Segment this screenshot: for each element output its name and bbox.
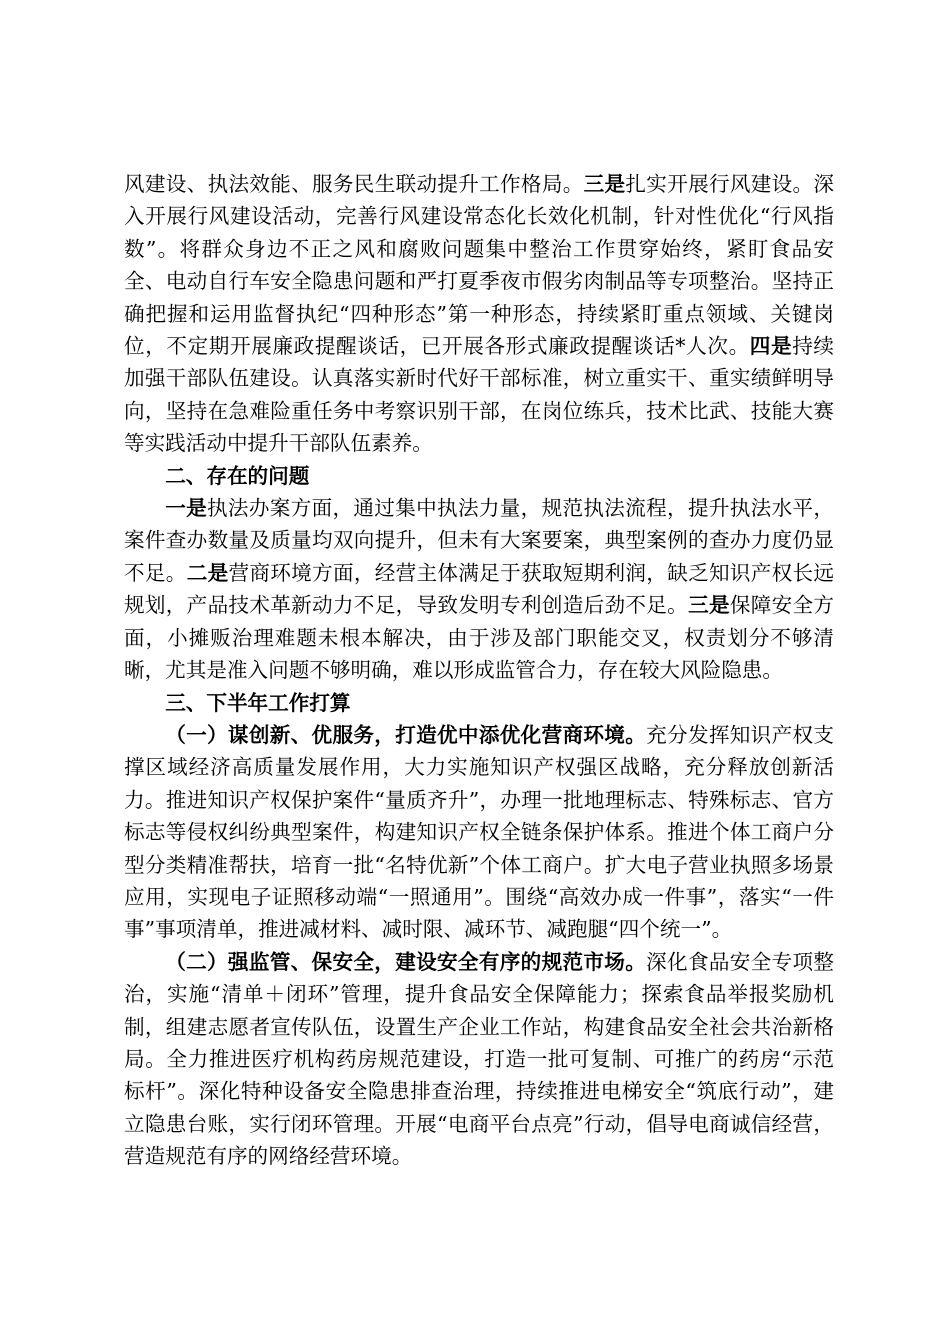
paragraph-market-safety [124,946,834,1173]
emphasis-fourth: 四是 [749,334,793,359]
section-heading-problems: 二、存在的问题 [165,463,310,488]
paragraph-text: 营商环境方面，经营主体满足于获取短期利润，缺乏知识产权长远规划，产品技术革新动力不足，导致发明专利创造后劲不足。 [124,560,835,618]
paragraph-text: 扎实开展行风建设。深入开展行风建设活动，完善行风建设常态化长效化机制，针对性优化“行风指数”。将群众身边不正之风和腐败问题集中整治工作贯穿始终，紧盯食品安全、电动自行车安全隐患问题和严打夏季夜市假劣肉制品等专项整治。坚持正确把握和运用监督执纪“四种形态”第一种形态，持续紧盯重点领域、关键岗位，不定期开展廉政提醒谈话，已开展各形式廉政提醒谈话*人次。 [124,172,835,359]
paragraph-problems [124,492,834,686]
emphasis-third: 三是 [583,172,626,196]
paragraph-text: 风建设、执法效能、服务民生联动提升工作格局。 [124,172,584,196]
paragraph-business-environment [124,719,834,946]
paragraph-text: 充分发挥知识产权支撑区域经济高质量发展作用，大力实施知识产权强区战略，充分释放创新活力。推进知识产权保护案件“量质齐升”，办理一批地理标志、特殊标志、官方标志等侵权纠纷典型案件，构建知识产权全链条保护体系。推进个体工商户分型分类精准帮扶，培育一批“名特优新”个体工商户。扩大电子营业执照多场景应用，实现电子证照移动端“一照通用”。围绕“高效办成一件事”，落实“一件事”事项清单，推进减材料、减时限、减环节、减跑腿“四个统一”。 [124,722,835,942]
paragraph-conduct-and-team [124,168,834,460]
paragraph-text: 持续加强干部队伍建设。认真落实新时代好干部标准，树立重实干、重实绩鲜明导向，坚持在急难险重任务中考察识别干部，在岗位练兵，技术比武、技能大赛等实践活动中提升干部队伍素养。 [124,334,834,456]
subheading-market-safety: （二）强监管、保安全，建设安全有序的规范市场。 [165,949,647,974]
subheading-business-environment: （一）谋创新、优服务，打造优中添优化营商环境。 [165,722,647,747]
paragraph-text: 保障安全方面，小摊贩治理难题未根本解决，由于涉及部门职能交叉，权责划分不够清晰，尤其是准入问题不够明确，难以形成监管合力，存在较大风险隐患。 [124,593,835,683]
document-body [124,168,834,1173]
emphasis-second: 二是 [186,560,229,585]
emphasis-third: 三是 [688,593,730,618]
paragraph-text: 深化食品安全专项整治，实施“清单＋闭环”管理，提升食品安全保障能力；探索食品举报奖励机制，组建志愿者宣传队伍，设置生产企业工作站，构建食品安全社会共治新格局。全力推进医疗机构药房规范建设，打造一批可复制、可推广的药房“示范标杆”。深化特种设备安全隐患排查治理，持续推进电梯安全“筑底行动”，建立隐患台账，实行闭环管理。开展“电商平台点亮”行动，倡导电商诚信经营，营造规范有序的网络经营环境。 [124,949,835,1169]
paragraph-text: 执法办案方面，通过集中执法力量，规范执法流程，提升执法水平，案件查办数量及质量均双向提升，但未有大案要案，典型案例的查办力度仍显不足。 [124,496,835,585]
emphasis-first: 一是 [165,496,208,521]
section-heading-plans: 三、下半年工作打算 [165,690,351,715]
